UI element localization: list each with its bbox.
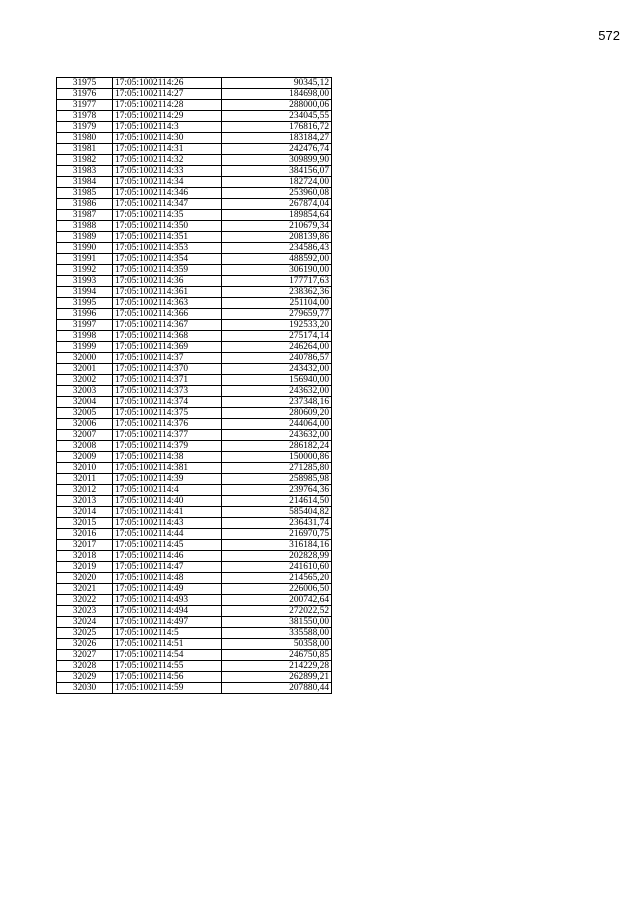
cadastral-code-cell: 17:05:1002114:41 — [113, 507, 222, 518]
row-id-cell: 31986 — [57, 199, 113, 210]
cadastral-code-cell: 17:05:1002114:497 — [113, 617, 222, 628]
table-row — [57, 672, 332, 683]
table-row — [57, 430, 332, 441]
amount-cell: 258985,98 — [222, 474, 332, 485]
table-row — [57, 595, 332, 606]
table-row — [57, 584, 332, 595]
cadastral-code-cell: 17:05:1002114:45 — [113, 540, 222, 551]
row-id-cell: 31985 — [57, 188, 113, 199]
row-id-cell: 31994 — [57, 287, 113, 298]
row-id-cell: 32001 — [57, 364, 113, 375]
table-row — [57, 650, 332, 661]
table-row — [57, 133, 332, 144]
table-row — [57, 155, 332, 166]
row-id-cell: 32029 — [57, 672, 113, 683]
table-row — [57, 342, 332, 353]
table-row — [57, 540, 332, 551]
row-id-cell: 31992 — [57, 265, 113, 276]
cadastral-code-cell: 17:05:1002114:4 — [113, 485, 222, 496]
cadastral-code-cell: 17:05:1002114:5 — [113, 628, 222, 639]
table-row — [57, 551, 332, 562]
row-id-cell: 31996 — [57, 309, 113, 320]
amount-cell: 267874,04 — [222, 199, 332, 210]
table-row — [57, 562, 332, 573]
row-id-cell: 31981 — [57, 144, 113, 155]
cadastral-code-cell: 17:05:1002114:371 — [113, 375, 222, 386]
table-row — [57, 254, 332, 265]
row-id-cell: 32005 — [57, 408, 113, 419]
table-row — [57, 463, 332, 474]
amount-cell: 384156,07 — [222, 166, 332, 177]
cadastral-code-cell: 17:05:1002114:347 — [113, 199, 222, 210]
amount-cell: 156940,00 — [222, 375, 332, 386]
row-id-cell: 32003 — [57, 386, 113, 397]
cadastral-code-cell: 17:05:1002114:34 — [113, 177, 222, 188]
table-row — [57, 408, 332, 419]
cadastral-code-cell: 17:05:1002114:44 — [113, 529, 222, 540]
cadastral-code-cell: 17:05:1002114:367 — [113, 320, 222, 331]
table-row — [57, 276, 332, 287]
row-id-cell: 32019 — [57, 562, 113, 573]
page-number: 572 — [598, 28, 620, 43]
amount-cell: 251104,00 — [222, 298, 332, 309]
table-row — [57, 188, 332, 199]
row-id-cell: 32007 — [57, 430, 113, 441]
cadastral-code-cell: 17:05:1002114:59 — [113, 683, 222, 694]
row-id-cell: 31977 — [57, 100, 113, 111]
amount-cell: 207880,44 — [222, 683, 332, 694]
cadastral-code-cell: 17:05:1002114:30 — [113, 133, 222, 144]
table-row — [57, 221, 332, 232]
cadastral-code-cell: 17:05:1002114:36 — [113, 276, 222, 287]
row-id-cell: 31989 — [57, 232, 113, 243]
row-id-cell: 32011 — [57, 474, 113, 485]
row-id-cell: 31987 — [57, 210, 113, 221]
table-row — [57, 507, 332, 518]
table-row — [57, 265, 332, 276]
amount-cell: 288000,06 — [222, 100, 332, 111]
row-id-cell: 32025 — [57, 628, 113, 639]
table-row — [57, 232, 332, 243]
row-id-cell: 31979 — [57, 122, 113, 133]
amount-cell: 242476,74 — [222, 144, 332, 155]
amount-cell: 286182,24 — [222, 441, 332, 452]
row-id-cell: 31983 — [57, 166, 113, 177]
row-id-cell: 32022 — [57, 595, 113, 606]
row-id-cell: 31991 — [57, 254, 113, 265]
table-row — [57, 452, 332, 463]
table-row — [57, 298, 332, 309]
cadastral-code-cell: 17:05:1002114:33 — [113, 166, 222, 177]
table-row — [57, 89, 332, 100]
row-id-cell: 32016 — [57, 529, 113, 540]
row-id-cell: 32015 — [57, 518, 113, 529]
row-id-cell: 31990 — [57, 243, 113, 254]
table-row — [57, 639, 332, 650]
cadastral-code-cell: 17:05:1002114:494 — [113, 606, 222, 617]
amount-cell: 381550,00 — [222, 617, 332, 628]
table-row — [57, 496, 332, 507]
amount-cell: 241610,60 — [222, 562, 332, 573]
table-row — [57, 474, 332, 485]
table-row — [57, 331, 332, 342]
amount-cell: 238362,36 — [222, 287, 332, 298]
cadastral-code-cell: 17:05:1002114:370 — [113, 364, 222, 375]
cadastral-code-cell: 17:05:1002114:32 — [113, 155, 222, 166]
cadastral-code-cell: 17:05:1002114:55 — [113, 661, 222, 672]
amount-cell: 279659,77 — [222, 309, 332, 320]
row-id-cell: 32026 — [57, 639, 113, 650]
table-row — [57, 353, 332, 364]
row-id-cell: 31984 — [57, 177, 113, 188]
cadastral-code-cell: 17:05:1002114:3 — [113, 122, 222, 133]
row-id-cell: 32004 — [57, 397, 113, 408]
cadastral-code-cell: 17:05:1002114:56 — [113, 672, 222, 683]
table-row — [57, 364, 332, 375]
amount-cell: 488592,00 — [222, 254, 332, 265]
row-id-cell: 32023 — [57, 606, 113, 617]
row-id-cell: 31982 — [57, 155, 113, 166]
table-row — [57, 397, 332, 408]
amount-cell: 234586,43 — [222, 243, 332, 254]
cadastral-code-cell: 17:05:1002114:54 — [113, 650, 222, 661]
amount-cell: 243632,00 — [222, 386, 332, 397]
amount-cell: 214229,28 — [222, 661, 332, 672]
amount-cell: 275174,14 — [222, 331, 332, 342]
table-row — [57, 122, 332, 133]
cadastral-code-cell: 17:05:1002114:38 — [113, 452, 222, 463]
row-id-cell: 32000 — [57, 353, 113, 364]
table-row — [57, 78, 332, 89]
amount-cell: 585404,82 — [222, 507, 332, 518]
amount-cell: 202828,99 — [222, 551, 332, 562]
cadastral-code-cell: 17:05:1002114:361 — [113, 287, 222, 298]
cadastral-code-cell: 17:05:1002114:26 — [113, 78, 222, 89]
amount-cell: 183184,27 — [222, 133, 332, 144]
cadastral-code-cell: 17:05:1002114:51 — [113, 639, 222, 650]
cadastral-code-cell: 17:05:1002114:43 — [113, 518, 222, 529]
table-row — [57, 529, 332, 540]
amount-cell: 272022,52 — [222, 606, 332, 617]
amount-cell: 243632,00 — [222, 430, 332, 441]
table-row — [57, 661, 332, 672]
cadastral-code-cell: 17:05:1002114:350 — [113, 221, 222, 232]
amount-cell: 316184,16 — [222, 540, 332, 551]
cadastral-code-cell: 17:05:1002114:366 — [113, 309, 222, 320]
row-id-cell: 32017 — [57, 540, 113, 551]
row-id-cell: 32006 — [57, 419, 113, 430]
table-row — [57, 683, 332, 694]
cadastral-code-cell: 17:05:1002114:27 — [113, 89, 222, 100]
row-id-cell: 31999 — [57, 342, 113, 353]
row-id-cell: 32002 — [57, 375, 113, 386]
amount-cell: 214565,20 — [222, 573, 332, 584]
row-id-cell: 31976 — [57, 89, 113, 100]
table-body — [57, 78, 332, 694]
cadastral-code-cell: 17:05:1002114:373 — [113, 386, 222, 397]
table-row — [57, 606, 332, 617]
cadastral-code-cell: 17:05:1002114:29 — [113, 111, 222, 122]
amount-cell: 237348,16 — [222, 397, 332, 408]
row-id-cell: 32012 — [57, 485, 113, 496]
amount-cell: 239764,36 — [222, 485, 332, 496]
table-row — [57, 419, 332, 430]
cadastral-code-cell: 17:05:1002114:47 — [113, 562, 222, 573]
amount-cell: 335588,00 — [222, 628, 332, 639]
cadastral-code-cell: 17:05:1002114:363 — [113, 298, 222, 309]
amount-cell: 306190,00 — [222, 265, 332, 276]
row-id-cell: 32028 — [57, 661, 113, 672]
amount-cell: 240786,57 — [222, 353, 332, 364]
cadastral-code-cell: 17:05:1002114:381 — [113, 463, 222, 474]
row-id-cell: 31995 — [57, 298, 113, 309]
amount-cell: 246264,00 — [222, 342, 332, 353]
amount-cell: 214614,50 — [222, 496, 332, 507]
row-id-cell: 31993 — [57, 276, 113, 287]
row-id-cell: 31988 — [57, 221, 113, 232]
amount-cell: 271285,80 — [222, 463, 332, 474]
amount-cell: 90345,12 — [222, 78, 332, 89]
cadastral-code-cell: 17:05:1002114:37 — [113, 353, 222, 364]
amount-cell: 216970,75 — [222, 529, 332, 540]
row-id-cell: 32008 — [57, 441, 113, 452]
table-row — [57, 177, 332, 188]
amount-cell: 192533,20 — [222, 320, 332, 331]
cadastral-code-cell: 17:05:1002114:346 — [113, 188, 222, 199]
cadastral-code-cell: 17:05:1002114:359 — [113, 265, 222, 276]
table-row — [57, 287, 332, 298]
cadastral-code-cell: 17:05:1002114:375 — [113, 408, 222, 419]
row-id-cell: 31975 — [57, 78, 113, 89]
row-id-cell: 32010 — [57, 463, 113, 474]
amount-cell: 309899,90 — [222, 155, 332, 166]
table-row — [57, 320, 332, 331]
cadastral-code-cell: 17:05:1002114:493 — [113, 595, 222, 606]
row-id-cell: 32013 — [57, 496, 113, 507]
row-id-cell: 31998 — [57, 331, 113, 342]
cadastral-code-cell: 17:05:1002114:40 — [113, 496, 222, 507]
amount-cell: 236431,74 — [222, 518, 332, 529]
cadastral-code-cell: 17:05:1002114:369 — [113, 342, 222, 353]
row-id-cell: 32027 — [57, 650, 113, 661]
amount-cell: 280609,20 — [222, 408, 332, 419]
table-row — [57, 441, 332, 452]
table-row — [57, 210, 332, 221]
table-row — [57, 199, 332, 210]
amount-cell: 200742,64 — [222, 595, 332, 606]
amount-cell: 234045,55 — [222, 111, 332, 122]
cadastral-code-cell: 17:05:1002114:353 — [113, 243, 222, 254]
row-id-cell: 31980 — [57, 133, 113, 144]
amount-cell: 189854,64 — [222, 210, 332, 221]
amount-cell: 184698,00 — [222, 89, 332, 100]
data-table — [56, 77, 332, 694]
amount-cell: 226006,50 — [222, 584, 332, 595]
table-row — [57, 309, 332, 320]
amount-cell: 246750,85 — [222, 650, 332, 661]
cadastral-code-cell: 17:05:1002114:377 — [113, 430, 222, 441]
row-id-cell: 31978 — [57, 111, 113, 122]
row-id-cell: 32021 — [57, 584, 113, 595]
table-row — [57, 518, 332, 529]
cadastral-code-cell: 17:05:1002114:39 — [113, 474, 222, 485]
amount-cell: 253960,08 — [222, 188, 332, 199]
amount-cell: 210679,34 — [222, 221, 332, 232]
row-id-cell: 32030 — [57, 683, 113, 694]
cadastral-code-cell: 17:05:1002114:376 — [113, 419, 222, 430]
table-row — [57, 573, 332, 584]
table-row — [57, 144, 332, 155]
table-row — [57, 111, 332, 122]
row-id-cell: 32020 — [57, 573, 113, 584]
table-row — [57, 485, 332, 496]
amount-cell: 262899,21 — [222, 672, 332, 683]
cadastral-code-cell: 17:05:1002114:368 — [113, 331, 222, 342]
cadastral-code-cell: 17:05:1002114:48 — [113, 573, 222, 584]
cadastral-code-cell: 17:05:1002114:35 — [113, 210, 222, 221]
row-id-cell: 32014 — [57, 507, 113, 518]
table-row — [57, 243, 332, 254]
amount-cell: 182724,00 — [222, 177, 332, 188]
row-id-cell: 31997 — [57, 320, 113, 331]
table-row — [57, 100, 332, 111]
table-row — [57, 617, 332, 628]
cadastral-code-cell: 17:05:1002114:28 — [113, 100, 222, 111]
amount-cell: 177717,63 — [222, 276, 332, 287]
cadastral-code-cell: 17:05:1002114:379 — [113, 441, 222, 452]
cadastral-code-cell: 17:05:1002114:374 — [113, 397, 222, 408]
table-row — [57, 628, 332, 639]
cadastral-code-cell: 17:05:1002114:351 — [113, 232, 222, 243]
table-row — [57, 386, 332, 397]
table-row — [57, 166, 332, 177]
row-id-cell: 32009 — [57, 452, 113, 463]
table-row — [57, 375, 332, 386]
cadastral-code-cell: 17:05:1002114:49 — [113, 584, 222, 595]
cadastral-code-cell: 17:05:1002114:46 — [113, 551, 222, 562]
amount-cell: 150000,86 — [222, 452, 332, 463]
amount-cell: 244064,00 — [222, 419, 332, 430]
amount-cell: 243432,00 — [222, 364, 332, 375]
amount-cell: 176816,72 — [222, 122, 332, 133]
row-id-cell: 32024 — [57, 617, 113, 628]
amount-cell: 208139,86 — [222, 232, 332, 243]
row-id-cell: 32018 — [57, 551, 113, 562]
cadastral-code-cell: 17:05:1002114:31 — [113, 144, 222, 155]
amount-cell: 50358,00 — [222, 639, 332, 650]
cadastral-code-cell: 17:05:1002114:354 — [113, 254, 222, 265]
